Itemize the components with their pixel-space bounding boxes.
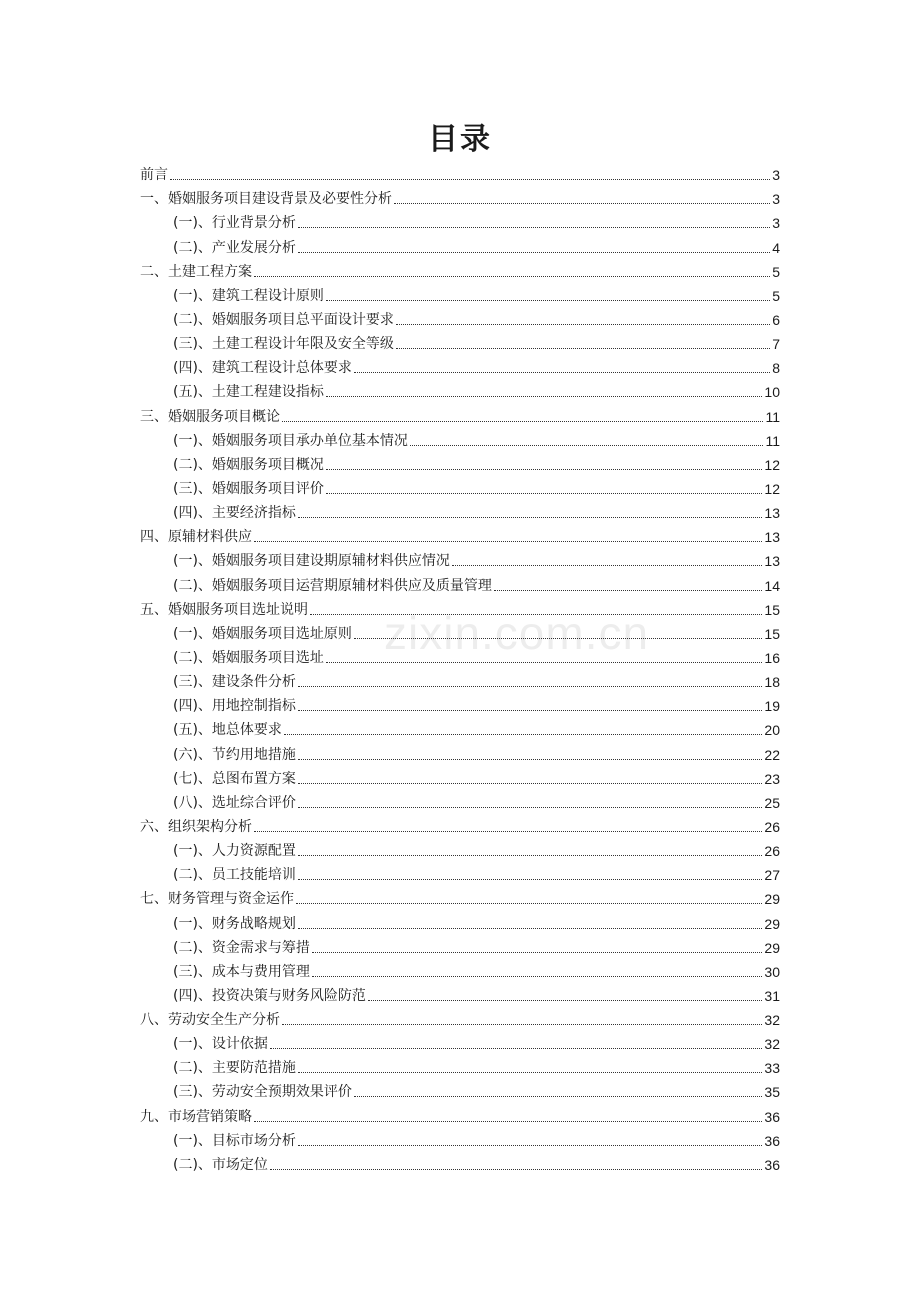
toc-entry-title: (一)、婚姻服务项目承办单位基本情况	[173, 432, 408, 449]
toc-entry-page: 36	[764, 1132, 780, 1149]
toc-entry-page: 15	[764, 625, 780, 642]
toc-entry-page: 6	[772, 311, 780, 328]
toc-entry[interactable]	[140, 1053, 780, 1077]
toc-entry[interactable]	[140, 305, 780, 329]
dot-leader	[354, 372, 770, 373]
dot-leader	[326, 396, 762, 397]
toc-entry[interactable]	[140, 619, 780, 643]
toc-entry-title: 六、组织架构分析	[140, 818, 252, 835]
toc-entry-title: (八)、选址综合评价	[173, 794, 296, 811]
toc-entry[interactable]	[140, 836, 780, 860]
dot-leader	[282, 1024, 762, 1025]
toc-entry-title: (六)、节约用地措施	[173, 746, 296, 763]
toc-entry-title: (二)、婚姻服务项目运营期原辅材料供应及质量管理	[173, 577, 492, 594]
toc-entry[interactable]	[140, 643, 780, 667]
toc-entry-title: (三)、土建工程设计年限及安全等级	[173, 336, 394, 353]
watermark: zixin.com.cn	[384, 607, 650, 659]
toc-entry-page: 31	[764, 987, 780, 1004]
dot-leader	[254, 1121, 762, 1122]
toc-entry-title: (三)、建设条件分析	[173, 674, 296, 691]
toc-entry-page: 25	[764, 794, 780, 811]
toc-entry-page: 29	[764, 915, 780, 932]
dot-leader	[298, 855, 762, 856]
toc-entry[interactable]	[140, 1077, 780, 1101]
dot-leader	[410, 445, 764, 446]
dot-leader	[254, 541, 762, 542]
toc-entry-title: (三)、婚姻服务项目评价	[173, 480, 324, 497]
toc-entry-page: 36	[764, 1108, 780, 1125]
toc-entry-page: 7	[772, 336, 780, 353]
toc-entry-title: (一)、婚姻服务项目建设期原辅材料供应情况	[173, 553, 450, 570]
toc-entry-page: 33	[764, 1060, 780, 1077]
toc-entry-page: 12	[764, 456, 780, 473]
toc-entry-title: (二)、主要防范措施	[173, 1060, 296, 1077]
dot-leader	[298, 710, 762, 711]
dot-leader	[296, 903, 762, 904]
toc-entry[interactable]	[140, 739, 780, 763]
toc-entry[interactable]	[140, 981, 780, 1005]
dot-leader	[270, 1048, 762, 1049]
toc-entry[interactable]	[140, 232, 780, 256]
toc-entry-title: (二)、婚姻服务项目总平面设计要求	[173, 311, 394, 328]
toc-entry-title: (五)、地总体要求	[173, 722, 282, 739]
toc-entry-title: (二)、产业发展分析	[173, 239, 296, 256]
toc-entry-title: (二)、婚姻服务项目概况	[173, 456, 324, 473]
toc-entry[interactable]	[140, 498, 780, 522]
toc-entry-title: (一)、财务战略规划	[173, 915, 296, 932]
dot-leader	[298, 517, 762, 518]
toc-entry[interactable]	[140, 667, 780, 691]
toc-entry[interactable]	[140, 715, 780, 739]
dot-leader	[270, 1169, 762, 1170]
toc-entry-title: (四)、建筑工程设计总体要求	[173, 360, 352, 377]
toc-entry-title: 一、婚姻服务项目建设背景及必要性分析	[140, 191, 392, 208]
toc-entry[interactable]	[140, 1150, 780, 1174]
dot-leader	[354, 1096, 762, 1097]
toc-entry[interactable]	[140, 257, 780, 281]
toc-entry-page: 3	[772, 191, 780, 208]
toc-entry[interactable]	[140, 957, 780, 981]
toc-entry-title: (七)、总图布置方案	[173, 770, 296, 787]
toc-entry-page: 8	[772, 360, 780, 377]
toc-entry-title: (二)、市场定位	[173, 1156, 268, 1173]
dot-leader	[298, 1145, 762, 1146]
toc-entry-page: 11	[765, 408, 780, 425]
dot-leader	[326, 493, 762, 494]
dot-leader	[396, 348, 770, 349]
toc-entry-page: 20	[764, 722, 780, 739]
toc-entry-title: (五)、土建工程建设指标	[173, 384, 324, 401]
toc-entry[interactable]	[140, 160, 780, 184]
toc-entry[interactable]	[140, 1101, 780, 1125]
toc-entry-page: 16	[764, 649, 780, 666]
toc-entry-page: 5	[772, 287, 780, 304]
toc-entry-page: 23	[764, 770, 780, 787]
toc-entry-page: 15	[764, 601, 780, 618]
dot-leader	[298, 807, 762, 808]
toc-entry-title: 四、原辅材料供应	[140, 529, 252, 546]
toc-entry-page: 14	[764, 577, 780, 594]
dot-leader	[298, 686, 762, 687]
toc-entry-page: 3	[772, 215, 780, 232]
dot-leader	[298, 1072, 762, 1073]
toc-entry[interactable]	[140, 450, 780, 474]
dot-leader	[326, 662, 762, 663]
toc-entry-title: (一)、行业背景分析	[173, 215, 296, 232]
toc-entry-title: (一)、设计依据	[173, 1036, 268, 1053]
table-of-contents	[140, 160, 780, 1174]
dot-leader	[298, 879, 762, 880]
dot-leader	[326, 469, 762, 470]
toc-entry-page: 29	[764, 891, 780, 908]
toc-entry-page: 11	[765, 432, 780, 449]
toc-entry-page: 5	[772, 263, 780, 280]
toc-entry[interactable]	[140, 1005, 780, 1029]
toc-entry-page: 30	[764, 963, 780, 980]
toc-entry[interactable]	[140, 860, 780, 884]
dot-leader	[396, 324, 770, 325]
toc-entry-title: 九、市场营销策略	[140, 1108, 252, 1125]
toc-entry[interactable]	[140, 426, 780, 450]
toc-entry[interactable]	[140, 522, 780, 546]
toc-entry[interactable]	[140, 353, 780, 377]
dot-leader	[282, 421, 763, 422]
dot-leader	[298, 783, 762, 784]
dot-leader	[298, 759, 762, 760]
toc-entry-title: (四)、投资决策与财务风险防范	[173, 987, 366, 1004]
toc-entry[interactable]	[140, 377, 780, 401]
dot-leader	[312, 952, 762, 953]
toc-entry-title: (二)、员工技能培训	[173, 867, 296, 884]
toc-entry[interactable]	[140, 595, 780, 619]
toc-entry[interactable]	[140, 764, 780, 788]
toc-entry[interactable]	[140, 908, 780, 932]
toc-entry-title: 八、劳动安全生产分析	[140, 1012, 280, 1029]
dot-leader	[368, 1000, 762, 1001]
toc-entry[interactable]	[140, 812, 780, 836]
toc-entry[interactable]	[140, 884, 780, 908]
dot-leader	[254, 831, 762, 832]
toc-entry[interactable]	[140, 1029, 780, 1053]
toc-entry-page: 35	[764, 1084, 780, 1101]
dot-leader	[354, 638, 762, 639]
toc-entry-title: (二)、资金需求与筹措	[173, 939, 310, 956]
toc-entry-title: (四)、用地控制指标	[173, 698, 296, 715]
dot-leader	[298, 227, 770, 228]
toc-entry[interactable]	[140, 1126, 780, 1150]
toc-entry-title: (一)、人力资源配置	[173, 843, 296, 860]
toc-entry-page: 13	[764, 529, 780, 546]
toc-entry-page: 36	[764, 1156, 780, 1173]
toc-entry-page: 32	[764, 1036, 780, 1053]
toc-entry-title: (一)、婚姻服务项目选址原则	[173, 625, 352, 642]
toc-entry-page: 29	[764, 939, 780, 956]
dot-leader	[298, 252, 770, 253]
toc-entry-title: (三)、劳动安全预期效果评价	[173, 1084, 352, 1101]
toc-entry[interactable]	[140, 208, 780, 232]
toc-entry-page: 4	[772, 239, 780, 256]
dot-leader	[452, 565, 762, 566]
toc-entry-page: 10	[764, 384, 780, 401]
toc-entry-title: (四)、主要经济指标	[173, 505, 296, 522]
toc-entry-page: 13	[764, 553, 780, 570]
page-title: 目录	[428, 122, 492, 157]
toc-entry[interactable]	[140, 329, 780, 353]
dot-leader	[310, 614, 762, 615]
toc-entry-title: 二、土建工程方案	[140, 263, 252, 280]
toc-entry-title: (二)、婚姻服务项目选址	[173, 649, 324, 666]
dot-leader	[254, 276, 770, 277]
toc-entry-page: 13	[764, 505, 780, 522]
toc-entry[interactable]	[140, 474, 780, 498]
toc-entry-page: 32	[764, 1012, 780, 1029]
toc-entry-title: (三)、成本与费用管理	[173, 963, 310, 980]
toc-entry[interactable]	[140, 691, 780, 715]
dot-leader	[394, 203, 770, 204]
toc-entry-page: 12	[764, 480, 780, 497]
toc-entry-page: 3	[772, 167, 780, 184]
toc-entry[interactable]	[140, 933, 780, 957]
dot-leader	[326, 300, 770, 301]
toc-entry-page: 27	[764, 867, 780, 884]
toc-entry-page: 18	[764, 674, 780, 691]
dot-leader	[284, 734, 762, 735]
dot-leader	[494, 590, 762, 591]
dot-leader	[170, 179, 770, 180]
toc-entry-page: 22	[764, 746, 780, 763]
toc-entry-title: (一)、建筑工程设计原则	[173, 287, 324, 304]
toc-entry[interactable]	[140, 546, 780, 570]
toc-entry-title: (一)、目标市场分析	[173, 1132, 296, 1149]
toc-entry[interactable]	[140, 570, 780, 594]
toc-entry[interactable]	[140, 281, 780, 305]
toc-entry-page: 26	[764, 843, 780, 860]
toc-entry-page: 26	[764, 818, 780, 835]
toc-entry[interactable]	[140, 401, 780, 425]
toc-entry-title: 七、财务管理与资金运作	[140, 891, 294, 908]
toc-entry-title: 三、婚姻服务项目概论	[140, 408, 280, 425]
toc-entry-page: 19	[764, 698, 780, 715]
toc-entry-title: 前言	[140, 167, 168, 184]
toc-entry[interactable]	[140, 184, 780, 208]
dot-leader	[298, 928, 762, 929]
toc-entry[interactable]	[140, 788, 780, 812]
dot-leader	[312, 976, 762, 977]
toc-entry-title: 五、婚姻服务项目选址说明	[140, 601, 308, 618]
